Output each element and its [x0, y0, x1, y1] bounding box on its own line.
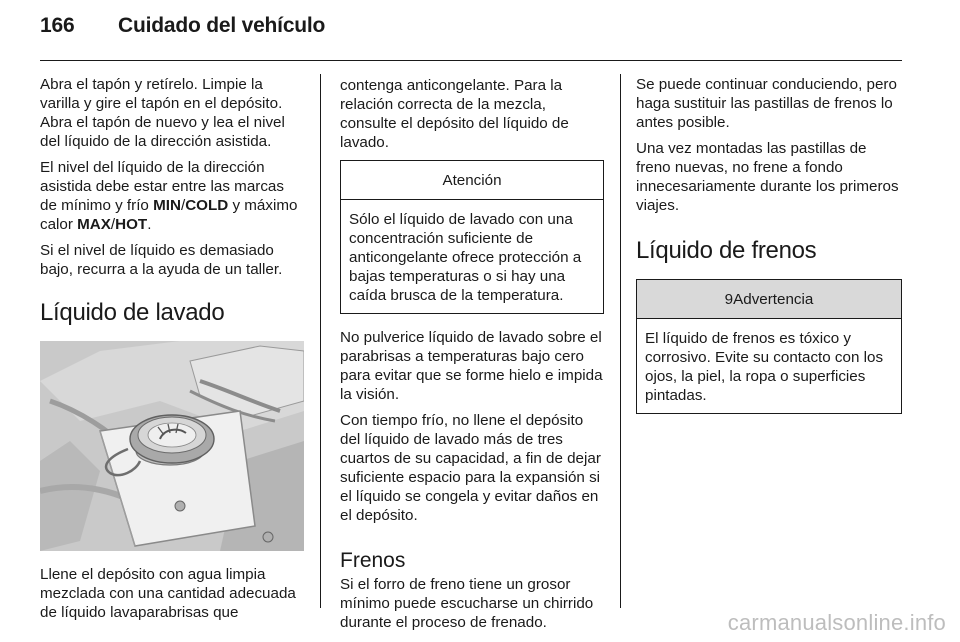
column-3 [636, 75, 902, 414]
heading-washer-fluid: Líquido de lavado [40, 299, 225, 326]
header-rule [40, 60, 902, 61]
washer-mix-ratio: contenga anticongelante. Para la relación correcta de la mezcla, consulte el depósito del líquido de lavado. [340, 77, 569, 151]
low-level-advice: Si el nivel de líquido es demasiado bajo, recurra a la ayuda de un taller. [40, 242, 283, 278]
warning-body: El líquido de frenos es tóxico y corrosivo. Evite su contacto con los ojos, la piel, la ropa o superficies pintadas. [645, 330, 884, 404]
page-number: 166 [40, 14, 75, 37]
mark-hot: HOT [115, 216, 148, 233]
column-divider-1 [320, 74, 321, 608]
cold-weather-fill: Con tiempo frío, no llene el depósito del líquido de lavado más de tres cuartos de su capacidad, a fin de dejar suficiente espacio para la expansión si el líquido se congela y evitar daños en el depósito. [340, 412, 601, 524]
heading-brakes: Frenos [340, 549, 406, 572]
continue-driving: Se puede continuar conduciendo, pero haga sustituir las pastillas de frenos lo antes posible. [636, 76, 897, 131]
new-brake-pads: Una vez montadas las pastillas de freno nuevas, no frene a fondo innecesariamente durante los primeros viajes. [636, 140, 899, 214]
brake-lining-info: Si el forro de freno tiene un grosor mínimo puede escucharse un chirrido durante el proceso de frenado. [340, 576, 594, 631]
column-1 [40, 75, 304, 629]
no-spray-below-zero: No pulverice líquido de lavado sobre el parabrisas a temperaturas bajo cero para evitar que se forme hielo e impida la visión. [340, 329, 603, 403]
notice-body: Sólo el líquido de lavado con una concentración suficiente de anticongelante ofrece protección a bajas temperaturas o si hay una caída brusca de la temperatura. [349, 211, 582, 304]
power-steering-level: El nivel del líquido de la dirección asistida debe estar entre las marcas de mínimo y frío MIN/COLD y máximo calor MAX/HOT. [40, 159, 298, 233]
warning-title-bar [637, 280, 901, 319]
mark-max: MAX [77, 216, 111, 233]
page-header [40, 14, 325, 38]
warning-box [636, 279, 902, 414]
warning-title: Advertencia [733, 291, 814, 308]
notice-box [340, 160, 604, 314]
heading-brake-fluid: Líquido de frenos [636, 237, 817, 264]
power-steering-instructions: Abra el tapón y retírelo. Limpie la varilla y gire el tapón en el depósito. Abra el tapón de nuevo y lea el nivel del líquido de la dirección asistida. [40, 76, 285, 150]
column-divider-2 [620, 74, 621, 608]
warning-triangle-icon: 9 [724, 291, 734, 308]
washer-fill-instructions: Llene el depósito con agua limpia mezclada con una cantidad adecuada de líquido lavaparabrisas que [40, 566, 296, 621]
mark-cold: COLD [185, 197, 229, 214]
notice-title: Atención [341, 161, 603, 200]
page-title: Cuidado del vehículo [118, 14, 326, 37]
mark-min: MIN [153, 197, 181, 214]
watermark: carmanualsonline.info [727, 610, 946, 635]
washer-reservoir-illustration [40, 341, 304, 551]
column-2 [340, 76, 604, 639]
